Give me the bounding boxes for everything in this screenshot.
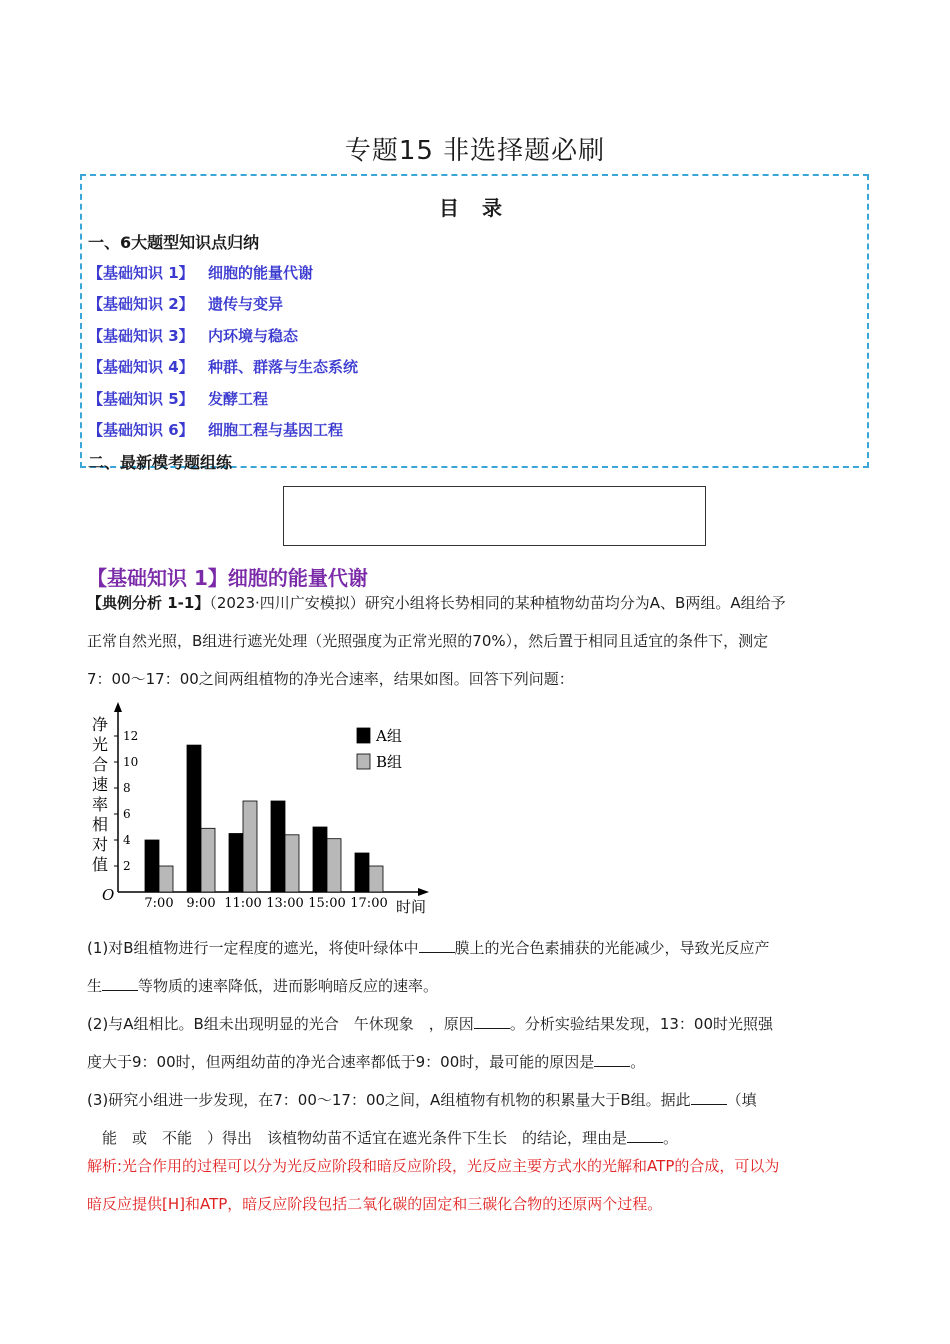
toc-link-label: 内环境与稳态 xyxy=(208,327,299,345)
empty-frame xyxy=(283,486,706,546)
x-axis-arrow xyxy=(418,888,429,896)
toc-link-tag: 【基础知识 6】 xyxy=(88,421,194,439)
q2-text-a: (2)与A组相比。B组未出现明显的光合 午休现象 ，原因 xyxy=(87,1015,474,1033)
legend-swatch xyxy=(357,754,370,769)
y-axis-label-char: 值 xyxy=(92,855,109,874)
analysis-line-1: 解析:光合作用的过程可以分为光反应阶段和暗反应阶段，光反应主要方式水的光解和ATP的合成，可以为 xyxy=(87,1157,780,1175)
answer-blank[interactable] xyxy=(102,976,138,991)
answer-blank[interactable] xyxy=(474,1014,510,1029)
y-tick-label: 12 xyxy=(123,729,139,743)
section-heading: 【基础知识 1】细胞的能量代谢 xyxy=(87,566,368,590)
answer-blank[interactable] xyxy=(691,1090,727,1105)
y-axis-label-char: 相 xyxy=(92,815,109,834)
q2-text-b: 。分析实验结果发现，13：00时光照强 xyxy=(509,1015,773,1033)
toc-link-4[interactable] xyxy=(88,356,358,377)
q3-text-b: （填 xyxy=(726,1091,757,1109)
question-1-line-2 xyxy=(87,967,867,1005)
toc-link-tag: 【基础知识 5】 xyxy=(88,390,194,408)
toc-link-label: 发酵工程 xyxy=(208,390,269,408)
q1-text-c: 生 xyxy=(87,977,103,995)
bar-a xyxy=(145,840,159,892)
toc-link-3[interactable] xyxy=(88,325,298,346)
bar-b xyxy=(159,866,173,892)
y-tick-label: 4 xyxy=(123,833,131,847)
bar-a xyxy=(271,801,285,892)
y-axis-label-char: 率 xyxy=(92,795,109,814)
example-line-1 xyxy=(87,584,867,622)
y-tick-label: 10 xyxy=(123,755,139,769)
x-tick-label: 9:00 xyxy=(186,896,216,911)
answer-blank[interactable] xyxy=(419,938,455,953)
toc-link-label: 种群、群落与生态系统 xyxy=(208,358,359,376)
questions xyxy=(87,929,867,1157)
y-axis-label-char: 速 xyxy=(92,775,109,794)
bar-b xyxy=(243,801,257,892)
q1-text-b: 膜上的光合色素捕获的光能减少，导致光反应产 xyxy=(454,939,770,957)
y-axis-label-char: 净 xyxy=(92,715,109,734)
toc-link-tag: 【基础知识 1】 xyxy=(88,264,194,282)
bar-chart xyxy=(88,700,438,920)
q1-text-d: 等物质的速率降低，进而影响暗反应的速率。 xyxy=(138,977,439,995)
y-axis-label-char: 光 xyxy=(92,735,109,754)
example-paragraph xyxy=(87,584,867,698)
example-tag: 【典例分析 1-1】 xyxy=(87,594,210,612)
toc-link-label: 遗传与变异 xyxy=(208,295,284,313)
q2-text-c: 度大于9：00时，但两组幼苗的净光合速率都低于9：00时，最可能的原因是 xyxy=(87,1053,595,1071)
bar-b xyxy=(327,839,341,892)
bar-a xyxy=(313,827,327,892)
x-tick-label: 13:00 xyxy=(266,896,304,911)
q1-text-a: (1)对B组植物进行一定程度的遮光，将使叶绿体中 xyxy=(87,939,419,957)
y-axis-arrow xyxy=(114,702,122,712)
q3-text-d: 。 xyxy=(663,1129,679,1147)
y-tick-label: 8 xyxy=(123,781,131,795)
toc-link-2[interactable] xyxy=(88,293,283,314)
bar-a xyxy=(229,834,243,893)
y-tick-label: 2 xyxy=(123,859,131,873)
example-text: （2023·四川广安模拟）研究小组将长势相同的某种植物幼苗均分为A、B两组。A组给予 xyxy=(209,594,786,612)
toc-link-label: 细胞工程与基因工程 xyxy=(208,421,344,439)
toc-link-tag: 【基础知识 2】 xyxy=(88,295,194,313)
q3-text-a: (3)研究小组进一步发现，在7：00～17：00之间，A组植物有机物的积累量大于B组。据此 xyxy=(87,1091,691,1109)
bar-b xyxy=(285,835,299,892)
example-line-2: 正常自然光照，B组进行遮光处理（光照强度为正常光照的70%），然后置于相同且适宜的条件下，测定 xyxy=(87,632,769,650)
bar-b xyxy=(369,866,383,892)
toc-link-tag: 【基础知识 3】 xyxy=(88,327,194,345)
x-tick-label: 17:00 xyxy=(350,896,388,911)
y-axis-label-char: 合 xyxy=(92,755,109,774)
analysis xyxy=(87,1147,877,1223)
toc-link-1[interactable] xyxy=(88,262,313,283)
q2-text-d: 。 xyxy=(630,1053,646,1071)
toc-link-5[interactable] xyxy=(88,388,268,409)
legend xyxy=(357,727,402,771)
bars xyxy=(145,745,383,892)
toc-link-6[interactable] xyxy=(88,419,343,440)
bar-a xyxy=(355,853,369,892)
y-tick-label: 6 xyxy=(123,807,131,821)
question-3-line-1 xyxy=(87,1081,867,1119)
legend-label: A组 xyxy=(376,727,402,745)
question-2-line-1 xyxy=(87,1005,867,1043)
legend-label: B组 xyxy=(376,753,403,771)
toc-section-2: 二、最新模考题组练 xyxy=(88,453,233,472)
x-axis-label: 时间 xyxy=(396,898,427,916)
question-1-line-1 xyxy=(87,929,867,967)
analysis-line-2: 暗反应提供[H]和ATP，暗反应阶段包括二氧化碳的固定和三碳化合物的还原两个过程。 xyxy=(87,1195,663,1213)
origin-label: O xyxy=(102,886,115,904)
answer-blank[interactable] xyxy=(627,1128,663,1143)
x-tick-label: 11:00 xyxy=(224,896,262,911)
question-2-line-2 xyxy=(87,1043,867,1081)
page-title: 专题15 非选择题必刷 xyxy=(344,136,606,166)
table-of-contents xyxy=(80,174,869,472)
bar-a xyxy=(187,745,201,892)
bar-b xyxy=(201,828,215,892)
q3-text-c: 能 或 不能 ）得出 该植物幼苗不适宜在遮光条件下生长 的结论，理由是 xyxy=(87,1129,628,1147)
toc-link-label: 细胞的能量代谢 xyxy=(208,264,314,282)
x-tick-label: 7:00 xyxy=(144,896,174,911)
y-axis-label-char: 对 xyxy=(92,835,109,854)
toc-heading: 目 录 xyxy=(439,196,510,220)
answer-blank[interactable] xyxy=(594,1052,630,1067)
toc-section-1: 一、6大题型知识点归纳 xyxy=(88,233,260,252)
example-line-3: 7：00～17：00之间两组植物的净光合速率，结果如图。回答下列问题： xyxy=(87,670,574,688)
x-ticks xyxy=(144,896,387,911)
legend-swatch xyxy=(357,728,370,743)
x-tick-label: 15:00 xyxy=(308,896,346,911)
y-axis-label xyxy=(92,715,108,874)
toc-link-tag: 【基础知识 4】 xyxy=(88,358,194,376)
